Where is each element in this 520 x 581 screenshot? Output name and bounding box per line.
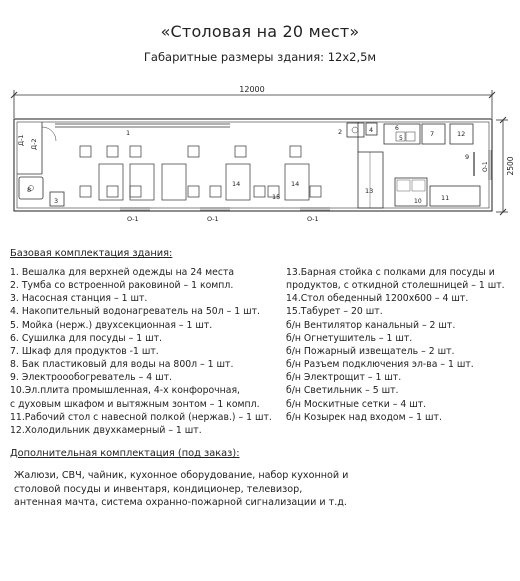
length-label: 12000	[239, 85, 265, 94]
list-item: 15.Табурет – 20 шт.	[286, 306, 383, 318]
bar-counter	[358, 152, 383, 208]
door-arc	[42, 127, 56, 141]
item-6-label: 6	[395, 125, 399, 132]
floor-plan	[0, 75, 520, 235]
list-item: 2. Тумба со встроенной раковиной – 1 компл.	[10, 280, 234, 292]
list-item: б/н Вентилятор канальный – 2 шт.	[286, 319, 456, 331]
dining-area	[80, 146, 321, 200]
list-item: антенная мачта, система охранно-пожарной сигнализации и т.д.	[14, 497, 347, 509]
list-item: б/н Светильник – 5 шт.	[286, 385, 399, 397]
door-d1-label: Д-1	[17, 134, 25, 146]
list-item: 7. Шкаф для продуктов -1 шт.	[10, 345, 159, 357]
list-item: Жалюзи, СВЧ, чайник, кухонное оборудование, набор кухонной и	[14, 470, 349, 481]
list-item: б/н Козырек над входом – 1 шт.	[286, 411, 442, 423]
list-item: 10.Эл.плита промышленная, 4-х конфорочная,	[10, 385, 241, 397]
list-item: 3. Насосная станция – 1 шт.	[10, 293, 148, 305]
list-item: б/н Москитные сетки – 4 шт.	[286, 398, 427, 410]
item-5-label: 5	[399, 135, 403, 142]
stove	[395, 178, 427, 206]
item-7-label: 7	[430, 130, 435, 138]
item-11-label: 11	[441, 194, 450, 202]
item-14a-label: 14	[232, 180, 241, 188]
item-10-label: 10	[414, 198, 422, 205]
item-8-label: 8	[27, 186, 32, 194]
item-15-label: 15	[272, 193, 281, 201]
item-12-label: 12	[457, 130, 466, 138]
item-4-label: 4	[369, 126, 374, 134]
basic-set-list-left	[10, 266, 272, 437]
length-dimension	[11, 85, 495, 118]
list-item: 1. Вешалка для верхней одежды на 24 места	[10, 267, 235, 278]
list-item: б/н Пожарный извещатель – 2 шт.	[286, 345, 455, 357]
list-item: 4. Накопительный водонагреватель на 50л – 1 шт.	[10, 306, 260, 318]
list-item: 9. Электроообогреватель – 4 шт.	[10, 372, 172, 384]
list-item: столовой посуды и инвентаря, кондиционер, телевизор,	[14, 483, 303, 495]
page-title: «Столовая на 20 мест»	[160, 22, 360, 41]
list-item: б/н Разъем подключения эл-ва – 1 шт.	[286, 359, 474, 371]
window-o1-right-label: О-1	[482, 161, 489, 172]
extra-set-text	[14, 469, 348, 510]
list-item: б/н Электрощит – 1 шт.	[286, 372, 402, 384]
building-inner-wall	[17, 122, 489, 208]
list-item: 5. Мойка (нерж.) двухсекционная – 1 шт.	[10, 319, 213, 331]
item-13-label: 13	[365, 187, 374, 195]
list-item: с духовым шкафом и вытяжным зонтом – 1 компл.	[10, 398, 260, 410]
work-table	[430, 186, 480, 206]
basic-set-heading: Базовая комплектация здания:	[10, 248, 173, 259]
list-item: б/н Огнетушитель – 1 шт.	[286, 332, 413, 344]
list-item: 6. Сушилка для посуды – 1 шт.	[10, 332, 162, 344]
item-1-label: 1	[126, 129, 131, 137]
windows	[120, 150, 491, 210]
window-o1-bottom-a-label: О-1	[127, 215, 139, 223]
wash-basin	[347, 123, 364, 137]
item-3-label: 3	[54, 197, 59, 205]
item-14b-label: 14	[291, 180, 300, 188]
list-item: 8. Бак пластиковый для воды на 800л – 1 шт.	[10, 359, 234, 371]
door-d2-label: Д-2	[30, 138, 38, 150]
page-subtitle: Габаритные размеры здания: 12х2,5м	[143, 50, 377, 64]
list-item: 12.Холодильник двухкамерный – 1 шт.	[10, 424, 202, 436]
width-label: 2500	[506, 156, 515, 176]
window-o1-bottom-b-label: О-1	[207, 215, 219, 223]
basic-set-list-right	[286, 266, 505, 424]
extra-set-heading: Дополнительная комплектация (под заказ):	[10, 448, 240, 459]
list-item: 11.Рабочий стол с навесной полкой (нержав.) – 1 шт.	[10, 411, 272, 423]
list-item: продуктов, с откидной столешницей – 1 шт.	[286, 280, 505, 292]
window-o1-bottom-c-label: О-1	[307, 215, 319, 223]
width-dimension	[496, 117, 515, 215]
list-item: 13.Барная стойка с полками для посуды и	[286, 267, 495, 278]
item-2-label: 2	[338, 128, 343, 136]
list-item: 14.Стол обеденный 1200х600 – 4 шт.	[286, 293, 469, 305]
item-9-label: 9	[465, 153, 470, 161]
